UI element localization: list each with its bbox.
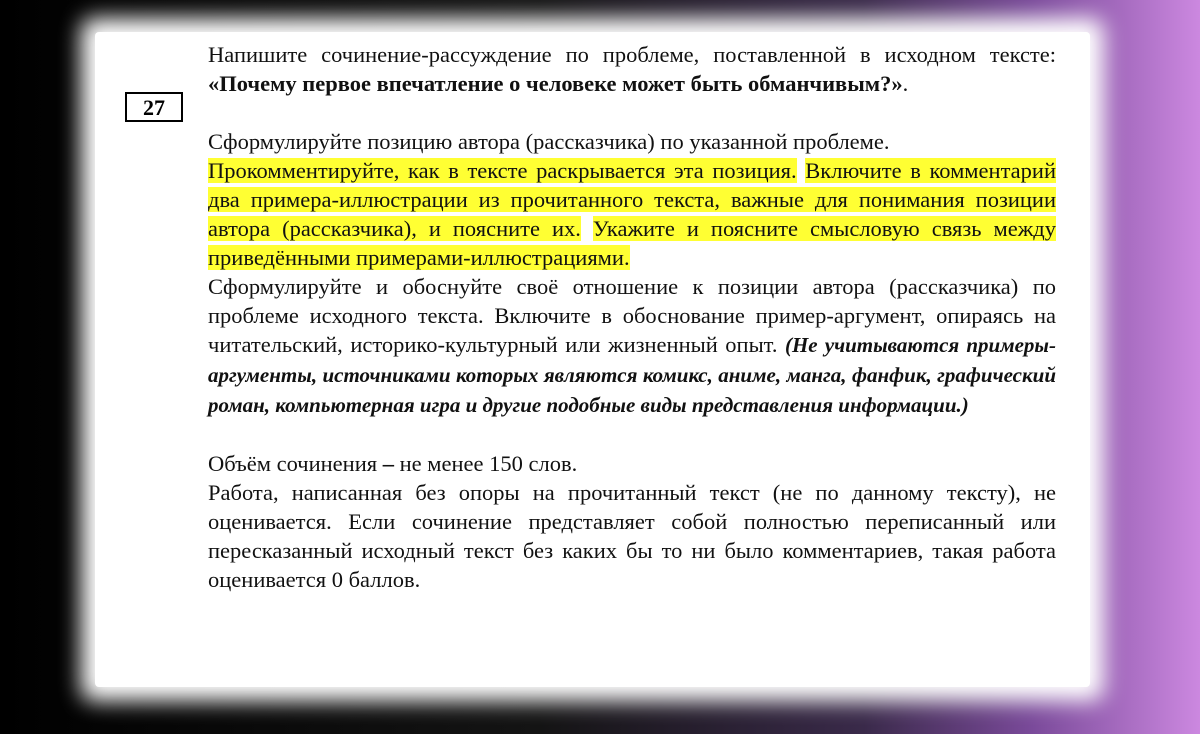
intro-end: . bbox=[902, 71, 909, 96]
attitude-instruction bbox=[208, 272, 1056, 420]
intro-paragraph bbox=[208, 40, 1056, 98]
document-page bbox=[95, 32, 1090, 687]
rules-paragraph: Работа, написанная без опоры на прочитанный текст (не по данному тексту), не оценивается. Если сочинение представляет собой полностью переписанный или пересказанный исходный текст без каких бы то ни было комментариев, такая работа оценивается 0 баллов. bbox=[208, 480, 1056, 592]
attitude-note: (Не учитываются примеры-аргументы, источниками которых являются комикс, аниме, манга, фанфик, графический роман, компьютерная игра и другие подобные виды представления информации.) bbox=[208, 333, 1056, 417]
attitude-sentence-1: Сформулируйте и обоснуйте своё отношение к позиции автора (рассказчика) по проблеме исходного текста. bbox=[208, 274, 1056, 328]
comment-sentence-2: Включите в комментарий два примера-иллюстрации из прочитанного текста, важные для понимания позиции автора (рассказчика), и поясните их. bbox=[208, 158, 1057, 241]
intro-text: Напишите сочинение-рассуждение по проблеме, поставленной в исходном тексте: bbox=[208, 42, 1056, 67]
comment-instruction bbox=[208, 156, 1056, 272]
task-number-box: 27 bbox=[125, 92, 183, 122]
volume-requirement bbox=[208, 449, 1056, 478]
problem-question: «Почему первое впечатление о человеке может быть обманчивым?» bbox=[208, 71, 903, 96]
position-instruction: Сформулируйте позицию автора (рассказчика) по указанной проблеме. bbox=[208, 129, 890, 154]
task-text bbox=[208, 40, 1056, 594]
volume-dash: – bbox=[382, 451, 394, 476]
comment-sentence-1: Прокомментируйте, как в тексте раскрывается эта позиция. bbox=[208, 158, 797, 183]
volume-count: не менее 150 слов. bbox=[393, 451, 578, 476]
attitude-sentence-2: Включите в обоснование пример-аргумент, опираясь на читательский, историко-культурный или жизненный опыт. bbox=[208, 303, 1057, 357]
comment-sentence-3: Укажите и поясните смысловую связь между приведёнными примерами-иллюстрациями. bbox=[208, 216, 1057, 270]
volume-text: Объём сочинения bbox=[208, 451, 383, 476]
